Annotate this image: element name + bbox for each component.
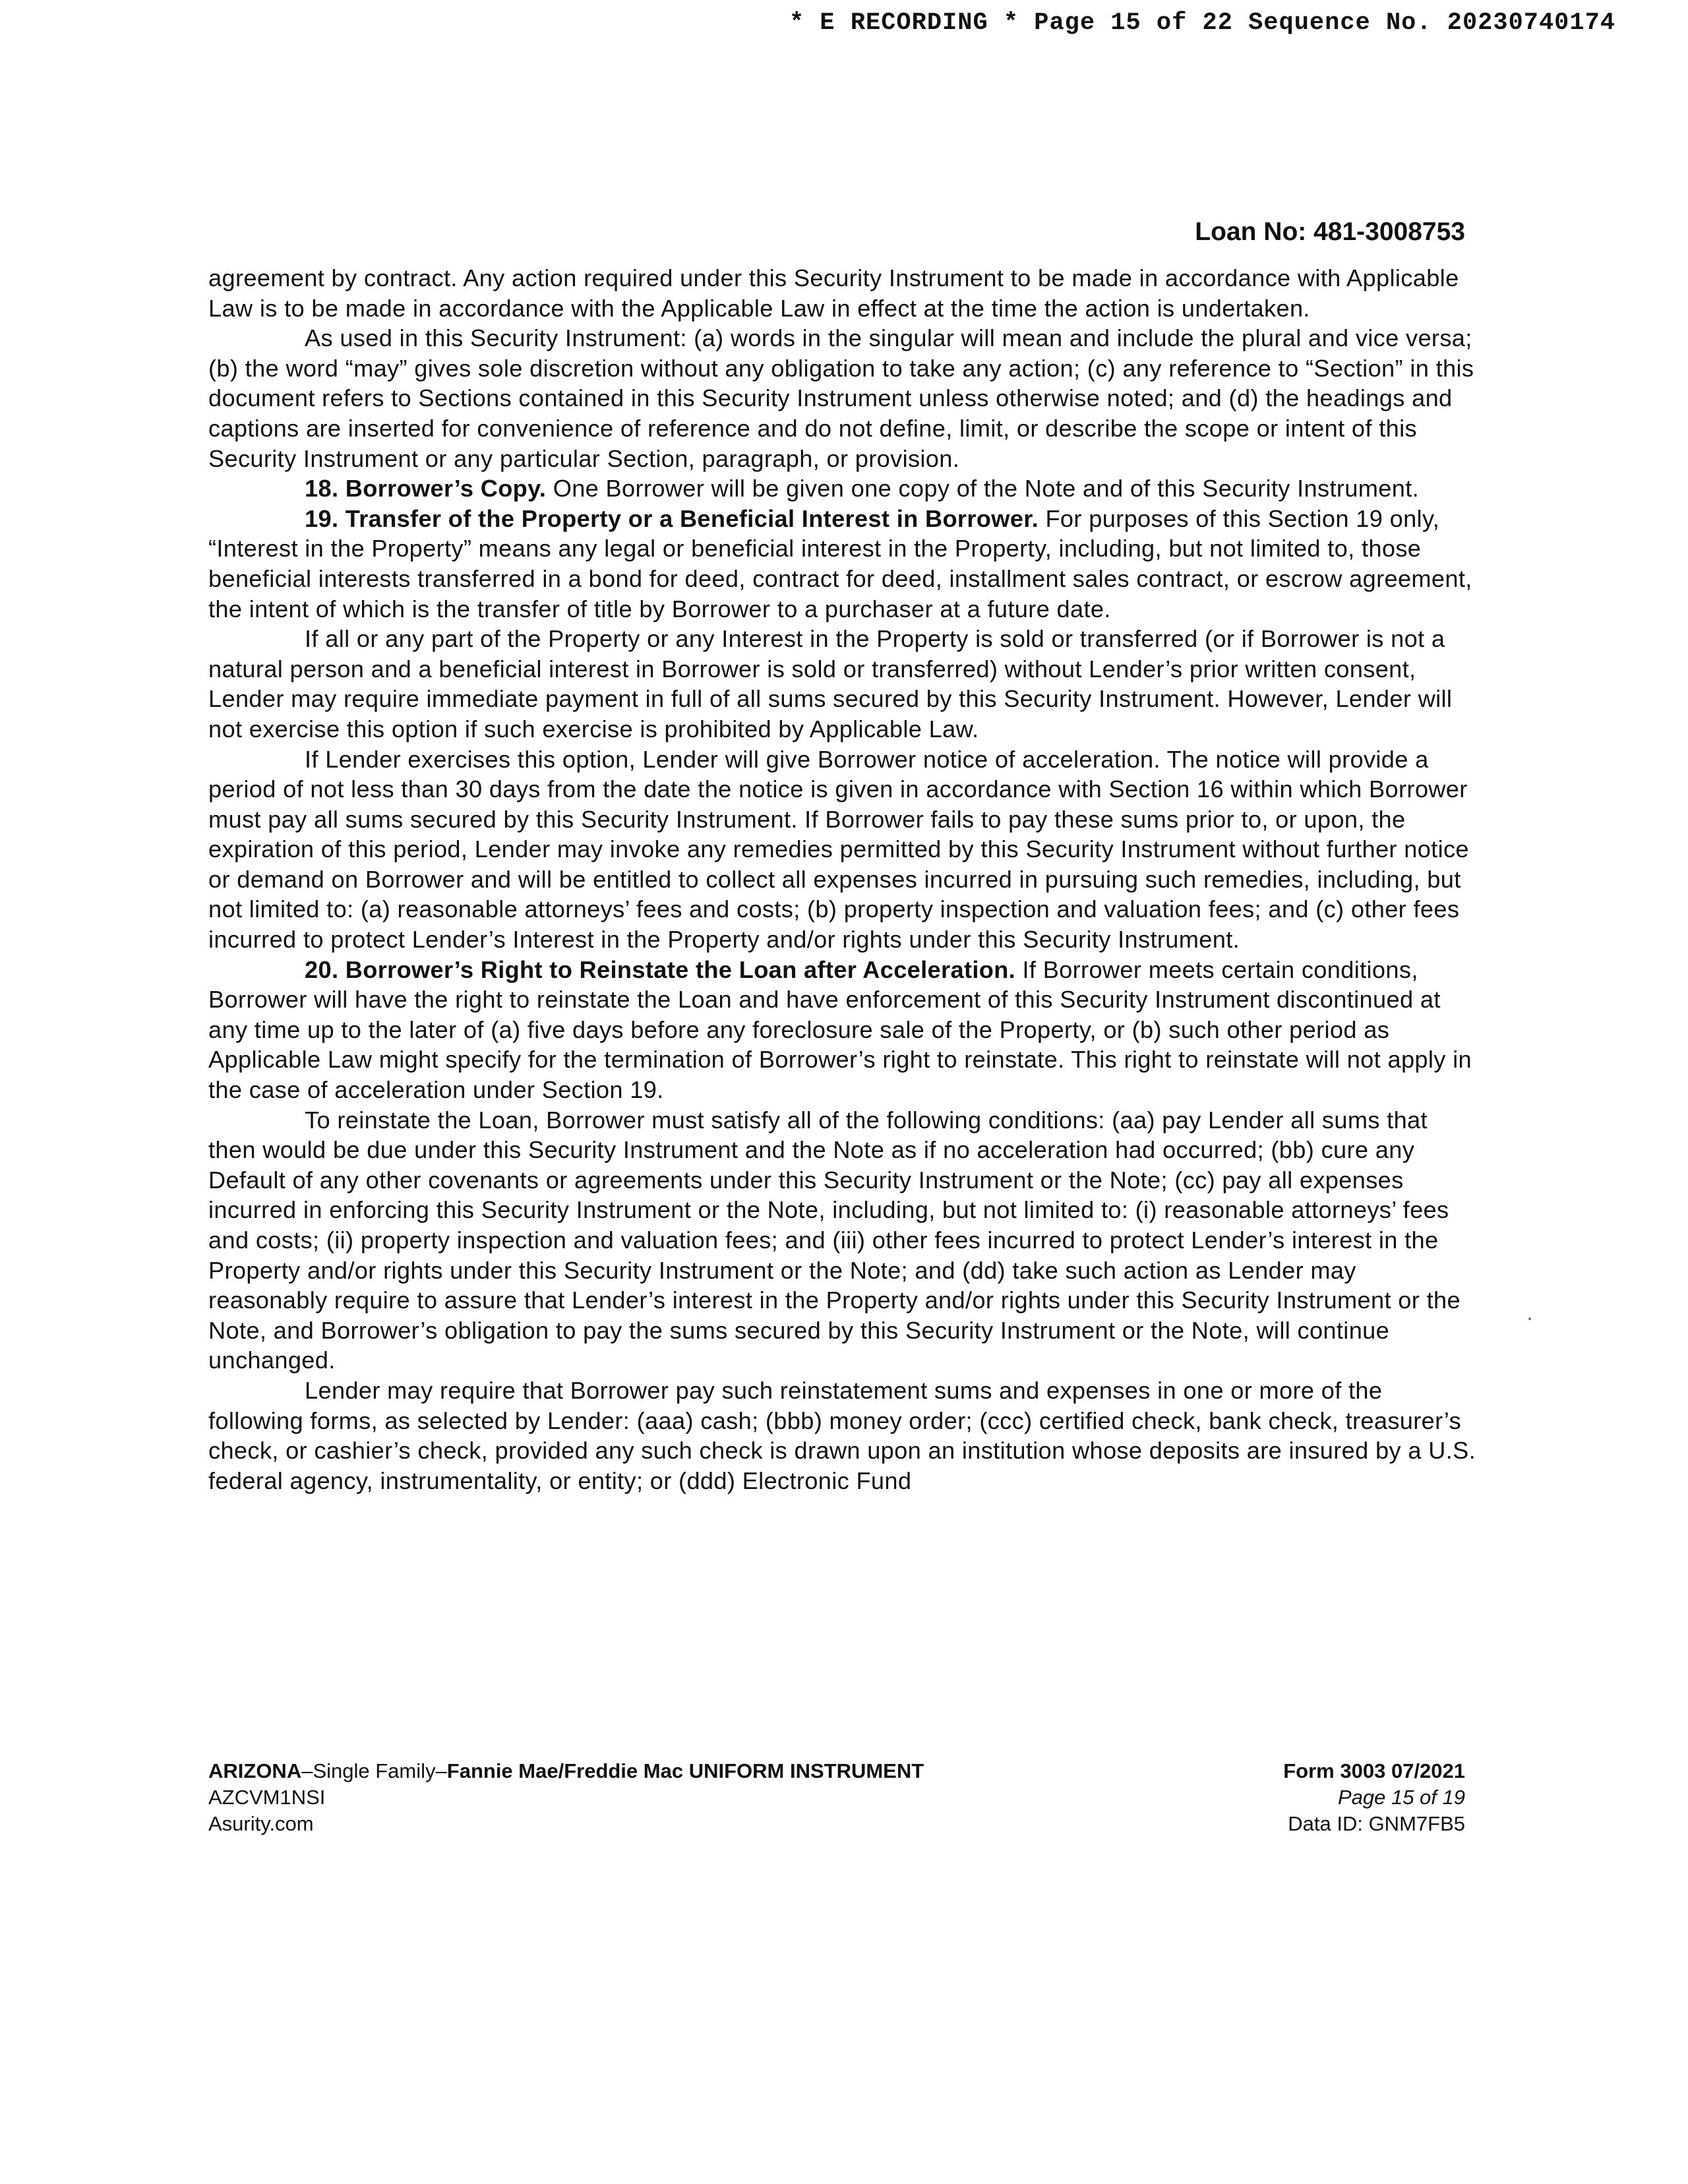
footer-site: Asurity.com — [208, 1812, 314, 1835]
footer-data-id: Data ID: GNM7FB5 — [1288, 1812, 1465, 1835]
scan-speck — [1528, 1318, 1531, 1320]
footer-code: AZCVM1NSI — [208, 1786, 326, 1809]
footer-page-number: Page 15 of 19 — [1337, 1786, 1465, 1809]
section-19-text: For purposes of this Section 19 only, “Interest in the Property” means any legal or beneficial interest in the Property, including, but not limited to, those beneficial interests transferred in a bond for deed, contract for deed, installment sales contract, or escrow agreement, the intent of which is the transfer of title by Borrower to a purchaser at a future date. — [208, 504, 1472, 622]
footer-instrument: Fannie Mae/Freddie Mac UNIFORM INSTRUMENT — [446, 1759, 924, 1782]
paragraph-continuation: agreement by contract. Any action required under this Security Instrument to be made in accordance with Applicable Law is to be made in accordance with the Applicable Law in effect at the time the action is undertaken. — [208, 264, 1459, 322]
section-18-heading: 18. Borrower’s Copy. — [305, 475, 547, 502]
paragraph-19-transfer: If all or any part of the Property or any Interest in the Property is sold or transferred (or if Borrower is not a natural person and a beneficial interest in Borrower is sold or transferred) without Lender’s prior written consent, Lender may require immediate payment in full of all sums secured by this Security Instrument. However, Lender will not exercise this option if such exercise is prohibited by Applicable Law. — [208, 625, 1453, 743]
section-20-heading: 20. Borrower’s Right to Reinstate the Loan after Acceleration. — [305, 956, 1016, 983]
loan-number: Loan No: 481-3008753 — [1195, 218, 1465, 246]
footer-left — [208, 1758, 924, 1837]
section-18-text: One Borrower will be given one copy of the Note and of this Security Instrument. — [546, 475, 1420, 502]
footer-right — [1283, 1758, 1465, 1837]
paragraph-20-payment-forms: Lender may require that Borrower pay such reinstatement sums and expenses in one or more of the following forms, as selected by Lender: (aaa) cash; (bbb) money order; (ccc) certified check, bank check, treasurer’s check, or cashier’s check, provided any such check is drawn upon an institution whose deposits are insured by a U.S. federal agency, instrumentality, or entity; or (ddd) Electronic Fund — [208, 1376, 1476, 1494]
paragraph-20-conditions: To reinstate the Loan, Borrower must satisfy all of the following conditions: (aa) pay Lender all sums that then would be due under this Security Instrument and the Note as if no acceleration had occurred; (bb) cure any Default of any other covenants or agreements under this Security Instrument or the Note; (cc) pay all expenses incurred in enforcing this Security Instrument or the Note, including, but not limited to: (i) reasonable attorneys’ fees and costs; (ii) property inspection and valuation fees; and (iii) other fees incurred to protect Lender’s interest in the Property and/or rights under this Security Instrument or the Note; and (dd) take such action as Lender may reasonably require to assure that Lender’s interest in the Property and/or rights under this Security Instrument or the Note, and Borrower’s obligation to pay the sums secured by this Security Instrument or the Note, will continue unchanged. — [208, 1106, 1461, 1374]
section-19-heading: 19. Transfer of the Property or a Beneficial Interest in Borrower. — [305, 504, 1039, 532]
document-body — [208, 263, 1481, 1496]
section-20 — [208, 955, 1481, 1105]
footer-family: –Single Family– — [301, 1759, 447, 1782]
paragraph-definitions: As used in this Security Instrument: (a) words in the singular will mean and include the plural and vice versa; (b) the word “may” gives sole discretion without any obligation to take any action; (c) any reference to “Section” in this document refers to Sections contained in this Security Instrument unless otherwise noted; and (d) the headings and captions are inserted for convenience of reference and do not define, limit, or describe the scope or intent of this Security Instrument or any particular Section, paragraph, or provision. — [208, 324, 1474, 472]
section-19 — [208, 504, 1481, 624]
footer-state: ARIZONA — [208, 1759, 302, 1782]
footer-instrument-line — [208, 1758, 924, 1784]
section-20-text: If Borrower meets certain conditions, Borrower will have the right to reinstate the Loan and have enforcement of this Security Instrument discontinued at any time up to the later of (a) five days before any foreclosure sale of the Property, or (b) such other period as Applicable Law might specify for the termination of Borrower’s right to reinstate. This right to reinstate will not apply in the case of acceleration under Section 19. — [208, 956, 1472, 1104]
recording-header: * E RECORDING * Page 15 of 22 Sequence No. 20230740174 — [789, 9, 1615, 37]
section-18 — [208, 473, 1481, 504]
paragraph-19-acceleration: If Lender exercises this option, Lender will give Borrower notice of acceleration. The notice will provide a period of not less than 30 days from the date the notice is given in accordance with Section 16 within which Borrower must pay all sums secured by this Security Instrument. If Borrower fails to pay these sums prior to, or upon, the expiration of this period, Lender may invoke any remedies permitted by this Security Instrument without further notice or demand on Borrower and will be entitled to collect all expenses incurred in pursuing such remedies, including, but not limited to: (a) reasonable attorneys’ fees and costs; (b) property inspection and valuation fees; and (c) other fees incurred to protect Lender’s Interest in the Property and/or rights under this Security Instrument. — [208, 745, 1469, 954]
footer-form: Form 3003 07/2021 — [1283, 1759, 1465, 1782]
